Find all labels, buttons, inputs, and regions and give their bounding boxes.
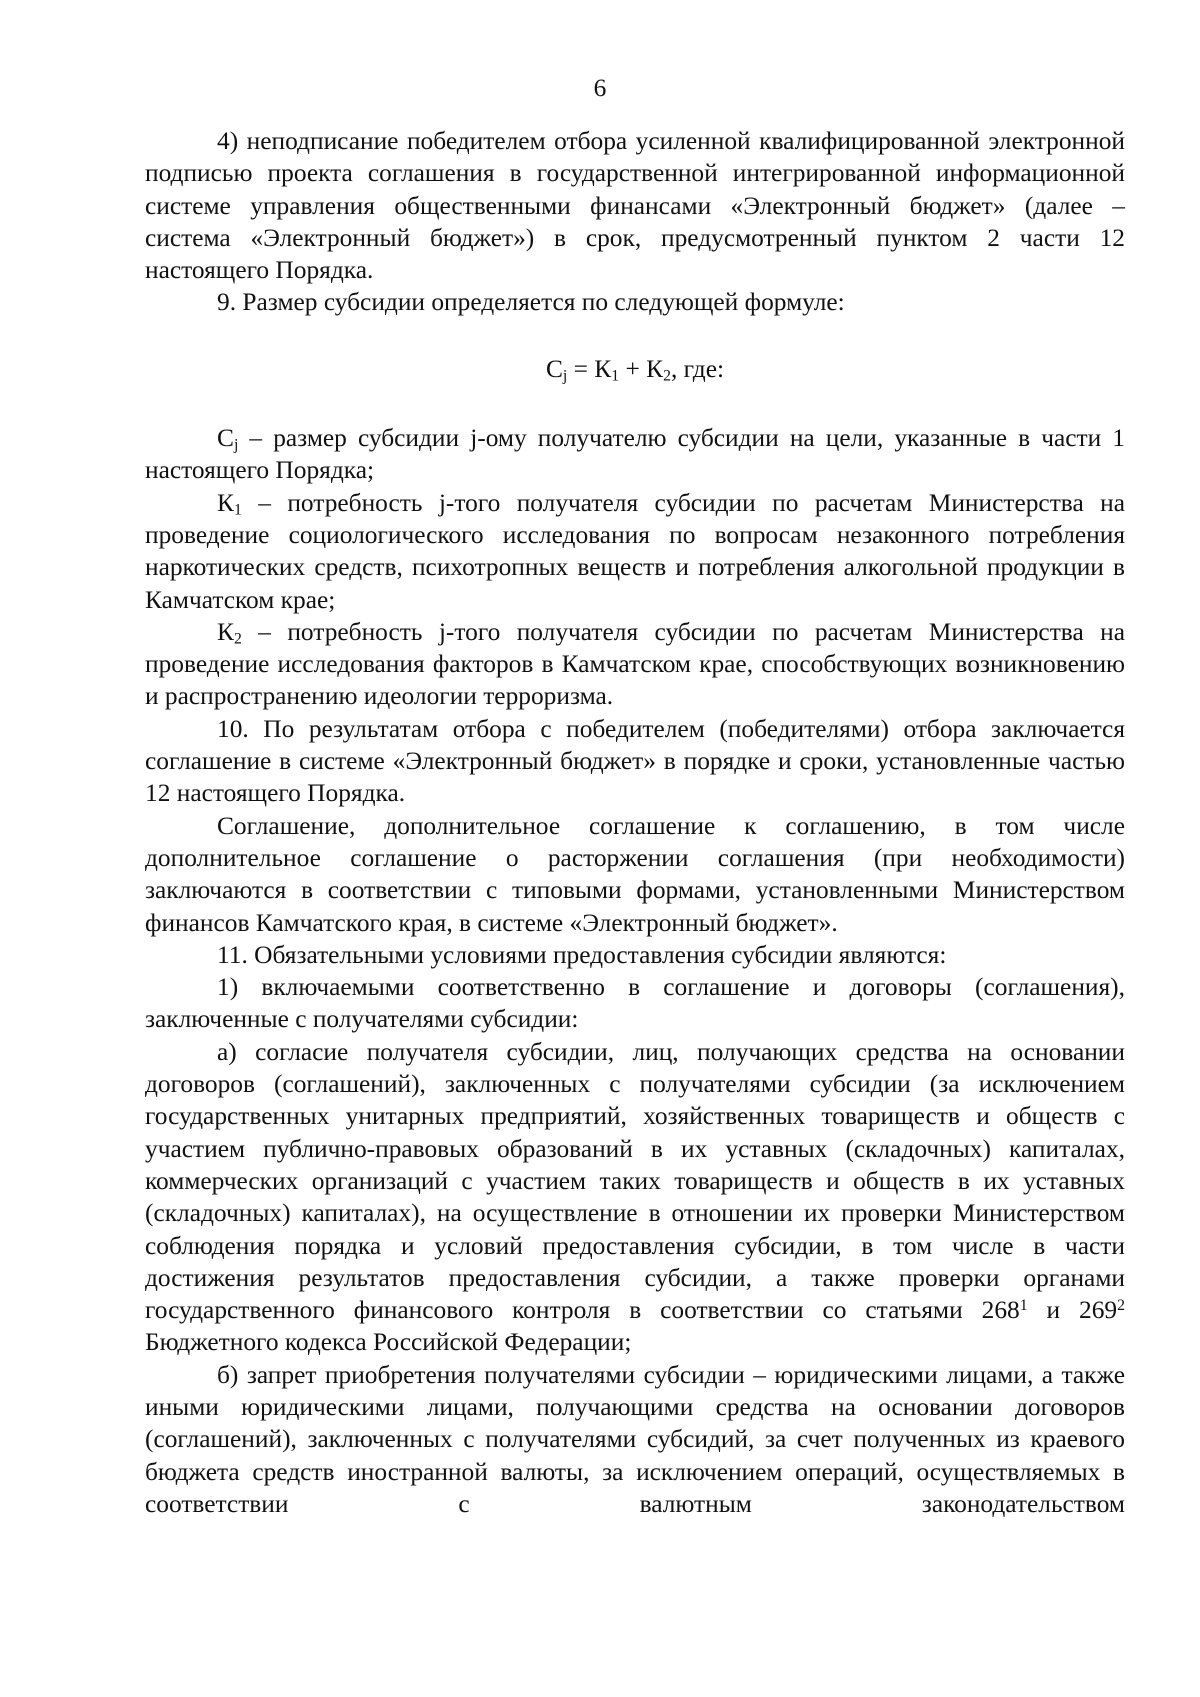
formula-sub-j: j bbox=[562, 367, 568, 385]
definition-symbol: C bbox=[217, 424, 234, 453]
paragraph-text: Бюджетного кодекса Российской Федерации; bbox=[145, 1328, 632, 1357]
superscript-1: 1 bbox=[1019, 1297, 1028, 1315]
definition-cj bbox=[145, 422, 1125, 487]
paragraph-item-11-1: 1) включаемыми соответственно в соглашение и договоры (соглашения), заключенные с получателями субсидии: bbox=[145, 973, 1125, 1034]
definition-subscript: 2 bbox=[233, 630, 242, 648]
formula-sub-1: 1 bbox=[611, 367, 620, 385]
definition-text: – потребность j-того получателя субсидии по расчетам Министерства на проведение социологического исследования по вопросам незаконного потребления наркотических средств, психотропных веществ и потребления алкогольной продукции в Камчатском крае; bbox=[145, 488, 1125, 614]
page-number: 6 bbox=[593, 74, 607, 102]
paragraph-text: и 269 bbox=[1027, 1296, 1118, 1325]
paragraph-text: а) согласие получателя субсидии, лиц, получающих средства на основании договоров (соглашений), заключенных с получателями субсидии (за исключением государственных унитарных предприятий, хозяйственных товариществ и обществ с участием публично-правовых образований в их уставных (складочных) капиталах, коммерческих организаций с участием таких товариществ и обществ в их уставных (складочных) капиталах), на осуществление в отношении их проверки Министерством соблюдения порядка и условий предоставления субсидии, в том числе в части достижения результатов предоставления субсидии, а также проверки органами государственного финансового контроля в соответствии со статьями 268 bbox=[145, 1037, 1125, 1325]
paragraph-item-11-b: б) запрет приобретения получателями субсидии – юридическими лицами, а также иными юридическими лицами, получающими средства на основании договоров (соглашений), заключенных с получателями субсидий, за счет полученных из краевого бюджета средств иностранной валюты, за исключением операций, осуществляемых в соответствии с валютным законодательством bbox=[145, 1360, 1125, 1518]
definition-text: – размер субсидии j-ому получателю субсидии на цели, указанные в части 1 настоящего Порядка; bbox=[145, 424, 1125, 485]
paragraph-section-9: 9. Размер субсидии определяется по следующей формуле: bbox=[217, 288, 845, 317]
formula-equals-k: = К bbox=[567, 354, 612, 383]
paragraph-item-4: 4) неподписание победителем отбора усиленной квалифицированной электронной подписью проекта соглашения в государственной интегрированной информационной системе управления общественными финансами «Электронный бюджет» (далее – система «Электронный бюджет») в срок, предусмотренный пунктом 2 части 12 настоящего Порядка. bbox=[145, 127, 1125, 285]
paragraph-section-11: 11. Обязательными условиями предоставления субсидии являются: bbox=[217, 940, 947, 969]
superscript-2: 2 bbox=[1117, 1297, 1125, 1315]
definition-symbol: К bbox=[217, 617, 234, 646]
definition-symbol: К bbox=[217, 488, 234, 517]
definition-k2 bbox=[145, 616, 1125, 713]
definition-k1 bbox=[145, 487, 1125, 616]
formula-symbol-c: C bbox=[545, 354, 563, 383]
document-body bbox=[145, 125, 1125, 1520]
formula-plus-k: + К bbox=[619, 354, 664, 383]
formula-tail: , где: bbox=[670, 354, 725, 383]
subsidy-formula bbox=[145, 353, 1125, 385]
paragraph-agreement-forms: Соглашение, дополнительное соглашение к соглашению, в том числе дополнительное соглашение о расторжении соглашения (при необходимости) заключаются в соответствии с типовыми формами, установленными Министерством финансов Камчатского края, в системе «Электронный бюджет». bbox=[145, 811, 1125, 937]
definition-subscript: j bbox=[233, 436, 239, 454]
definition-text: – потребность j-того получателя субсидии по расчетам Министерства на проведение исследования факторов в Камчатском крае, способствующих возникновению и распространению идеологии терроризма. bbox=[145, 617, 1125, 711]
definition-subscript: 1 bbox=[233, 501, 242, 519]
formula-sub-2: 2 bbox=[663, 367, 671, 385]
paragraph-item-11-a bbox=[145, 1036, 1125, 1359]
paragraph-section-10: 10. По результатам отбора с победителем (победителями) отбора заключается соглашение в системе «Электронный бюджет» в порядке и сроки, установленные частью 12 настоящего Порядка. bbox=[145, 714, 1125, 808]
